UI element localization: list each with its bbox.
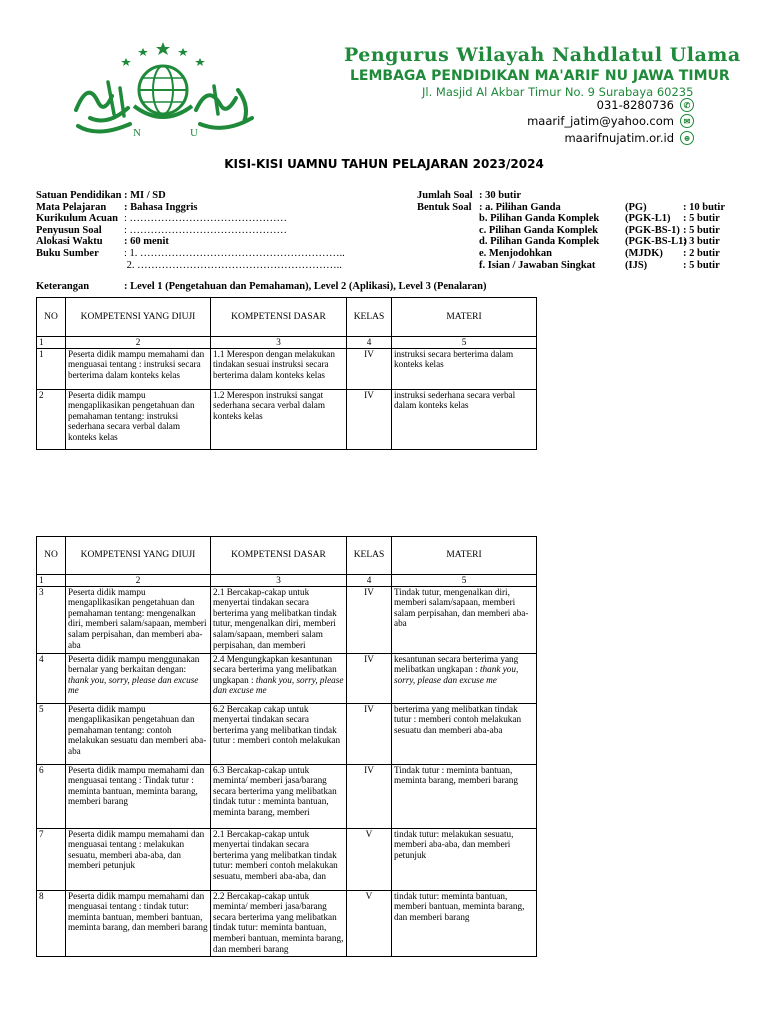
info-field: : 3 butir — [683, 236, 720, 248]
table-cell: Peserta didik mampu menggunakan bernalar yang berkaitan dengan: thank you, sorry, please dan excuse me — [66, 653, 211, 703]
table-cell: 6.3 Bercakap-cakap untuk meminta/ memberi jasa/barang secara berterima yang melibatkan tindak tutur : meminta bantuan, meminta barang, memberi — [211, 764, 347, 828]
table-cell: kesantunan secara berterima yang melibatkan ungkapan : thank you, sorry, please dan excuse me — [392, 653, 537, 703]
table-cell: berterima yang melibatkan tindak tutur : memberi contoh melakukan sesuatu dan memberi aba-aba — [392, 703, 537, 764]
logo-letter-u: U — [190, 127, 198, 139]
table-cell: 2.1 Bercakap-cakap untuk menyertai tindakan secara berterima yang melibatkan tindak tutur: memberi contoh melakukan sesuatu, memberi aba-aba, dan — [211, 828, 347, 890]
info-field — [417, 260, 725, 272]
info-field: (MJDK) — [625, 247, 663, 259]
table-row — [37, 764, 537, 828]
table-header-row — [37, 298, 537, 337]
info-field — [417, 213, 725, 225]
info-field: Bentuk Soal — [417, 201, 472, 213]
info-right — [417, 190, 725, 271]
info-field: : MI / SD — [124, 190, 166, 201]
info-field: : 2 butir — [683, 247, 720, 259]
table-header-row — [37, 537, 537, 575]
info-field: (PGK-BS-1) — [625, 224, 680, 236]
kisi-table-1 — [36, 297, 537, 450]
table-row — [37, 348, 537, 389]
column-header: KOMPETENSI DASAR — [211, 537, 347, 575]
info-field: Alokasi Waktu — [36, 236, 103, 248]
info-field: : 5 butir — [683, 213, 720, 225]
table-cell: 7 — [37, 828, 66, 890]
info-field: 2. ………………………………………………….. — [124, 259, 342, 271]
info-field — [36, 213, 345, 225]
info-field — [36, 190, 345, 202]
table-row — [37, 703, 537, 764]
info-field: Keterangan — [36, 281, 90, 292]
table-cell: 5 — [37, 703, 66, 764]
info-field: (PGK-L1) — [625, 213, 671, 225]
table-cell: Peserta didik mampu memahami dan menguasai tentang : tindak tutur: meminta bantuan, memberi bantuan, meminta barang, dan memberi barang — [66, 890, 211, 956]
table-cell: 1 — [37, 337, 66, 349]
table-row — [37, 586, 537, 653]
table-cell: IV — [347, 703, 392, 764]
table-cell: 6 — [37, 764, 66, 828]
info-field: : 10 butir — [683, 201, 725, 213]
kisi-table-2 — [36, 536, 537, 957]
table-cell: 3 — [211, 575, 347, 587]
table-cell: IV — [347, 389, 392, 449]
table-cell: 2 — [37, 389, 66, 449]
table-cell: Peserta didik mampu mengaplikasikan pengetahuan dan pemahaman tentang: mengenalkan diri, memberi salam/sapaan, memberi salam perpisahan, dan memberi aba- aba — [66, 586, 211, 653]
keterangan — [36, 281, 487, 292]
column-header: MATERI — [392, 537, 537, 575]
table-cell: 1 — [37, 348, 66, 389]
table-row — [37, 890, 537, 956]
info-field: b. Pilihan Ganda Komplek — [479, 213, 600, 225]
info-field — [36, 260, 345, 272]
website-text: maarifnujatim.or.id — [564, 131, 674, 145]
info-field: Mata Pelajaran — [36, 201, 107, 213]
logo-letter-n: N — [133, 127, 141, 139]
table-cell: 2.4 Mengungkapkan kesantunan secara berterima yang melibatkan ungkapan : thank you, sorry, please dan excuse me — [211, 653, 347, 703]
table-cell: Peserta didik mampu mengaplikasikan pengetahuan dan pemahaman tentang: contoh melakukan sesuatu dan memberi aba-aba — [66, 703, 211, 764]
table-row — [37, 389, 537, 449]
info-field — [36, 248, 345, 260]
info-field: : 1. ………………………………………………….. — [124, 247, 345, 259]
table-cell: 8 — [37, 890, 66, 956]
table-cell: IV — [347, 586, 392, 653]
table-cell: Tindak tutur : meminta bantuan, meminta barang, memberi barang — [392, 764, 537, 828]
info-field — [417, 248, 725, 260]
info-field — [417, 202, 725, 214]
table-cell: 5 — [392, 575, 537, 587]
table-cell: Peserta didik mampu memahami dan menguasai tentang : instruksi secara berterima dalam konteks kelas — [66, 348, 211, 389]
table-cell: 4 — [347, 337, 392, 349]
info-field: Penyusun Soal — [36, 224, 102, 236]
info-field: (PGK-BS-L1) — [625, 236, 687, 248]
table-row — [37, 828, 537, 890]
col-header-no: NO — [37, 298, 66, 337]
table-cell: Peserta didik mampu mengaplikasikan pengetahuan dan pemahaman tentang: instruksi sederhana secara verbal dalam konteks kelas — [66, 389, 211, 449]
info-field: Buku Sumber — [36, 247, 99, 259]
table-cell: 6.2 Bercakap cakap untuk menyertai tindakan secara berterima yang melibatkan tindak tutur : memberi contoh melakukan — [211, 703, 347, 764]
info-field — [36, 202, 345, 214]
globe-icon: ⊕ — [680, 131, 694, 145]
table-cell: tindak tutur: meminta bantuan, memberi bantuan, meminta barang, dan memberi barang — [392, 890, 537, 956]
info-field: : ……………………………………… — [124, 213, 288, 225]
info-field: f. Isian / Jawaban Singkat — [479, 259, 596, 271]
table-cell: 2 — [66, 337, 211, 349]
email-text: maarif_jatim@yahoo.com — [527, 114, 674, 128]
column-header: KOMPETENSI YANG DIUJI — [66, 537, 211, 575]
info-left — [36, 190, 345, 271]
info-field: (PG) — [625, 201, 647, 213]
table-cell: V — [347, 890, 392, 956]
institution-name: LEMBAGA PENDIDIKAN MA'ARIF NU JAWA TIMUR — [350, 68, 730, 84]
info-field: : 5 butir — [683, 259, 720, 271]
info-field: (IJS) — [625, 259, 648, 271]
email-icon: ✉ — [680, 114, 694, 128]
info-field: : 30 butir — [479, 190, 521, 201]
table-cell: 4 — [347, 575, 392, 587]
table-cell: Tindak tutur, mengenalkan diri, memberi salam/sapaan, memberi salam perpisahan, dan memberi aba- aba — [392, 586, 537, 653]
column-header: KELAS — [347, 537, 392, 575]
table-cell: tindak tutur: melakukan sesuatu, memberi aba-aba, dan memberi petunjuk — [392, 828, 537, 890]
table-cell: 3 — [37, 586, 66, 653]
table-cell: IV — [347, 764, 392, 828]
table-cell: 1.1 Merespon dengan melakukan tindakan sesuai instruksi secara berterima dalam konteks kelas — [211, 348, 347, 389]
info-field: : Level 1 (Pengetahuan dan Pemahaman), Level 2 (Aplikasi), Level 3 (Penalaran) — [124, 281, 487, 292]
info-field: Jumlah Soal — [417, 190, 473, 201]
column-header: NO — [37, 537, 66, 575]
address: Jl. Masjid Al Akbar Timur No. 9 Surabaya 60235 — [422, 85, 694, 99]
info-field: e. Menjodohkan — [479, 247, 552, 259]
table-cell: instruksi sederhana secara verbal dalam konteks kelas — [392, 389, 537, 449]
page-title: KISI-KISI UAMNU TAHUN PELAJARAN 2023/2024 — [224, 157, 544, 171]
col-header-kd: KOMPETENSI DASAR — [211, 298, 347, 337]
info-field: : a. Pilihan Ganda — [479, 201, 561, 213]
info-field — [417, 190, 725, 202]
col-header-kompetensi: KOMPETENSI YANG DIUJI — [66, 298, 211, 337]
info-field: : 5 butir — [683, 224, 720, 236]
table-cell: 2 — [66, 575, 211, 587]
info-field: c. Pilihan Ganda Komplek — [479, 224, 599, 236]
table-cell: Peserta didik mampu memahami dan menguasai tentang : Tindak tutur : meminta bantuan, meminta barang, memberi barang — [66, 764, 211, 828]
table-cell: 2.1 Bercakap-cakap untuk menyertai tindakan secara berterima yang melibatkan tindak tutur, mengenalkan diri, memberi salam/sapaan, memberi salam perpisahan, dan memberi — [211, 586, 347, 653]
col-header-kelas: KELAS — [347, 298, 392, 337]
table-cell: 1.2 Merespon instruksi sangat sederhana secara verbal dalam konteks kelas — [211, 389, 347, 449]
info-field — [417, 225, 725, 237]
column-number-row — [37, 575, 537, 587]
table-cell: IV — [347, 348, 392, 389]
info-field: : Bahasa Inggris — [124, 201, 198, 213]
info-field: : ……………………………………… — [124, 224, 288, 236]
table-cell: 2.2 Bercakap-cakap untuk meminta/ memberi jasa/barang secara berterima yang melibatkan tindak tutur: meminta bantuan, memberi bantuan, meminta barang, dan memberi barang — [211, 890, 347, 956]
info-field: Satuan Pendidikan — [36, 190, 122, 201]
table-cell: 1 — [37, 575, 66, 587]
org-name: Pengurus Wilayah Nahdlatul Ulama — [344, 44, 741, 66]
table-cell: instruksi secara berterima dalam konteks kelas — [392, 348, 537, 389]
table-cell: V — [347, 828, 392, 890]
info-field — [36, 236, 345, 248]
phone-icon: ✆ — [680, 98, 694, 112]
col-header-materi: MATERI — [392, 298, 537, 337]
table-cell: 4 — [37, 653, 66, 703]
info-field — [417, 236, 725, 248]
column-number-row — [37, 337, 537, 349]
table-cell: IV — [347, 653, 392, 703]
info-field: Kurikulum Acuan — [36, 213, 118, 225]
table-cell: 3 — [211, 337, 347, 349]
info-field: : 60 menit — [124, 236, 169, 248]
phone-text: 031-8280736 — [596, 98, 674, 112]
table-cell: 5 — [392, 337, 537, 349]
info-field — [36, 225, 345, 237]
table-cell: Peserta didik mampu memahami dan menguasai tentang : melakukan sesuatu, memberi aba-aba, dan memberi petunjuk — [66, 828, 211, 890]
table-row — [37, 653, 537, 703]
nu-logo — [68, 40, 258, 140]
info-field: d. Pilihan Ganda Komplek — [479, 236, 600, 248]
